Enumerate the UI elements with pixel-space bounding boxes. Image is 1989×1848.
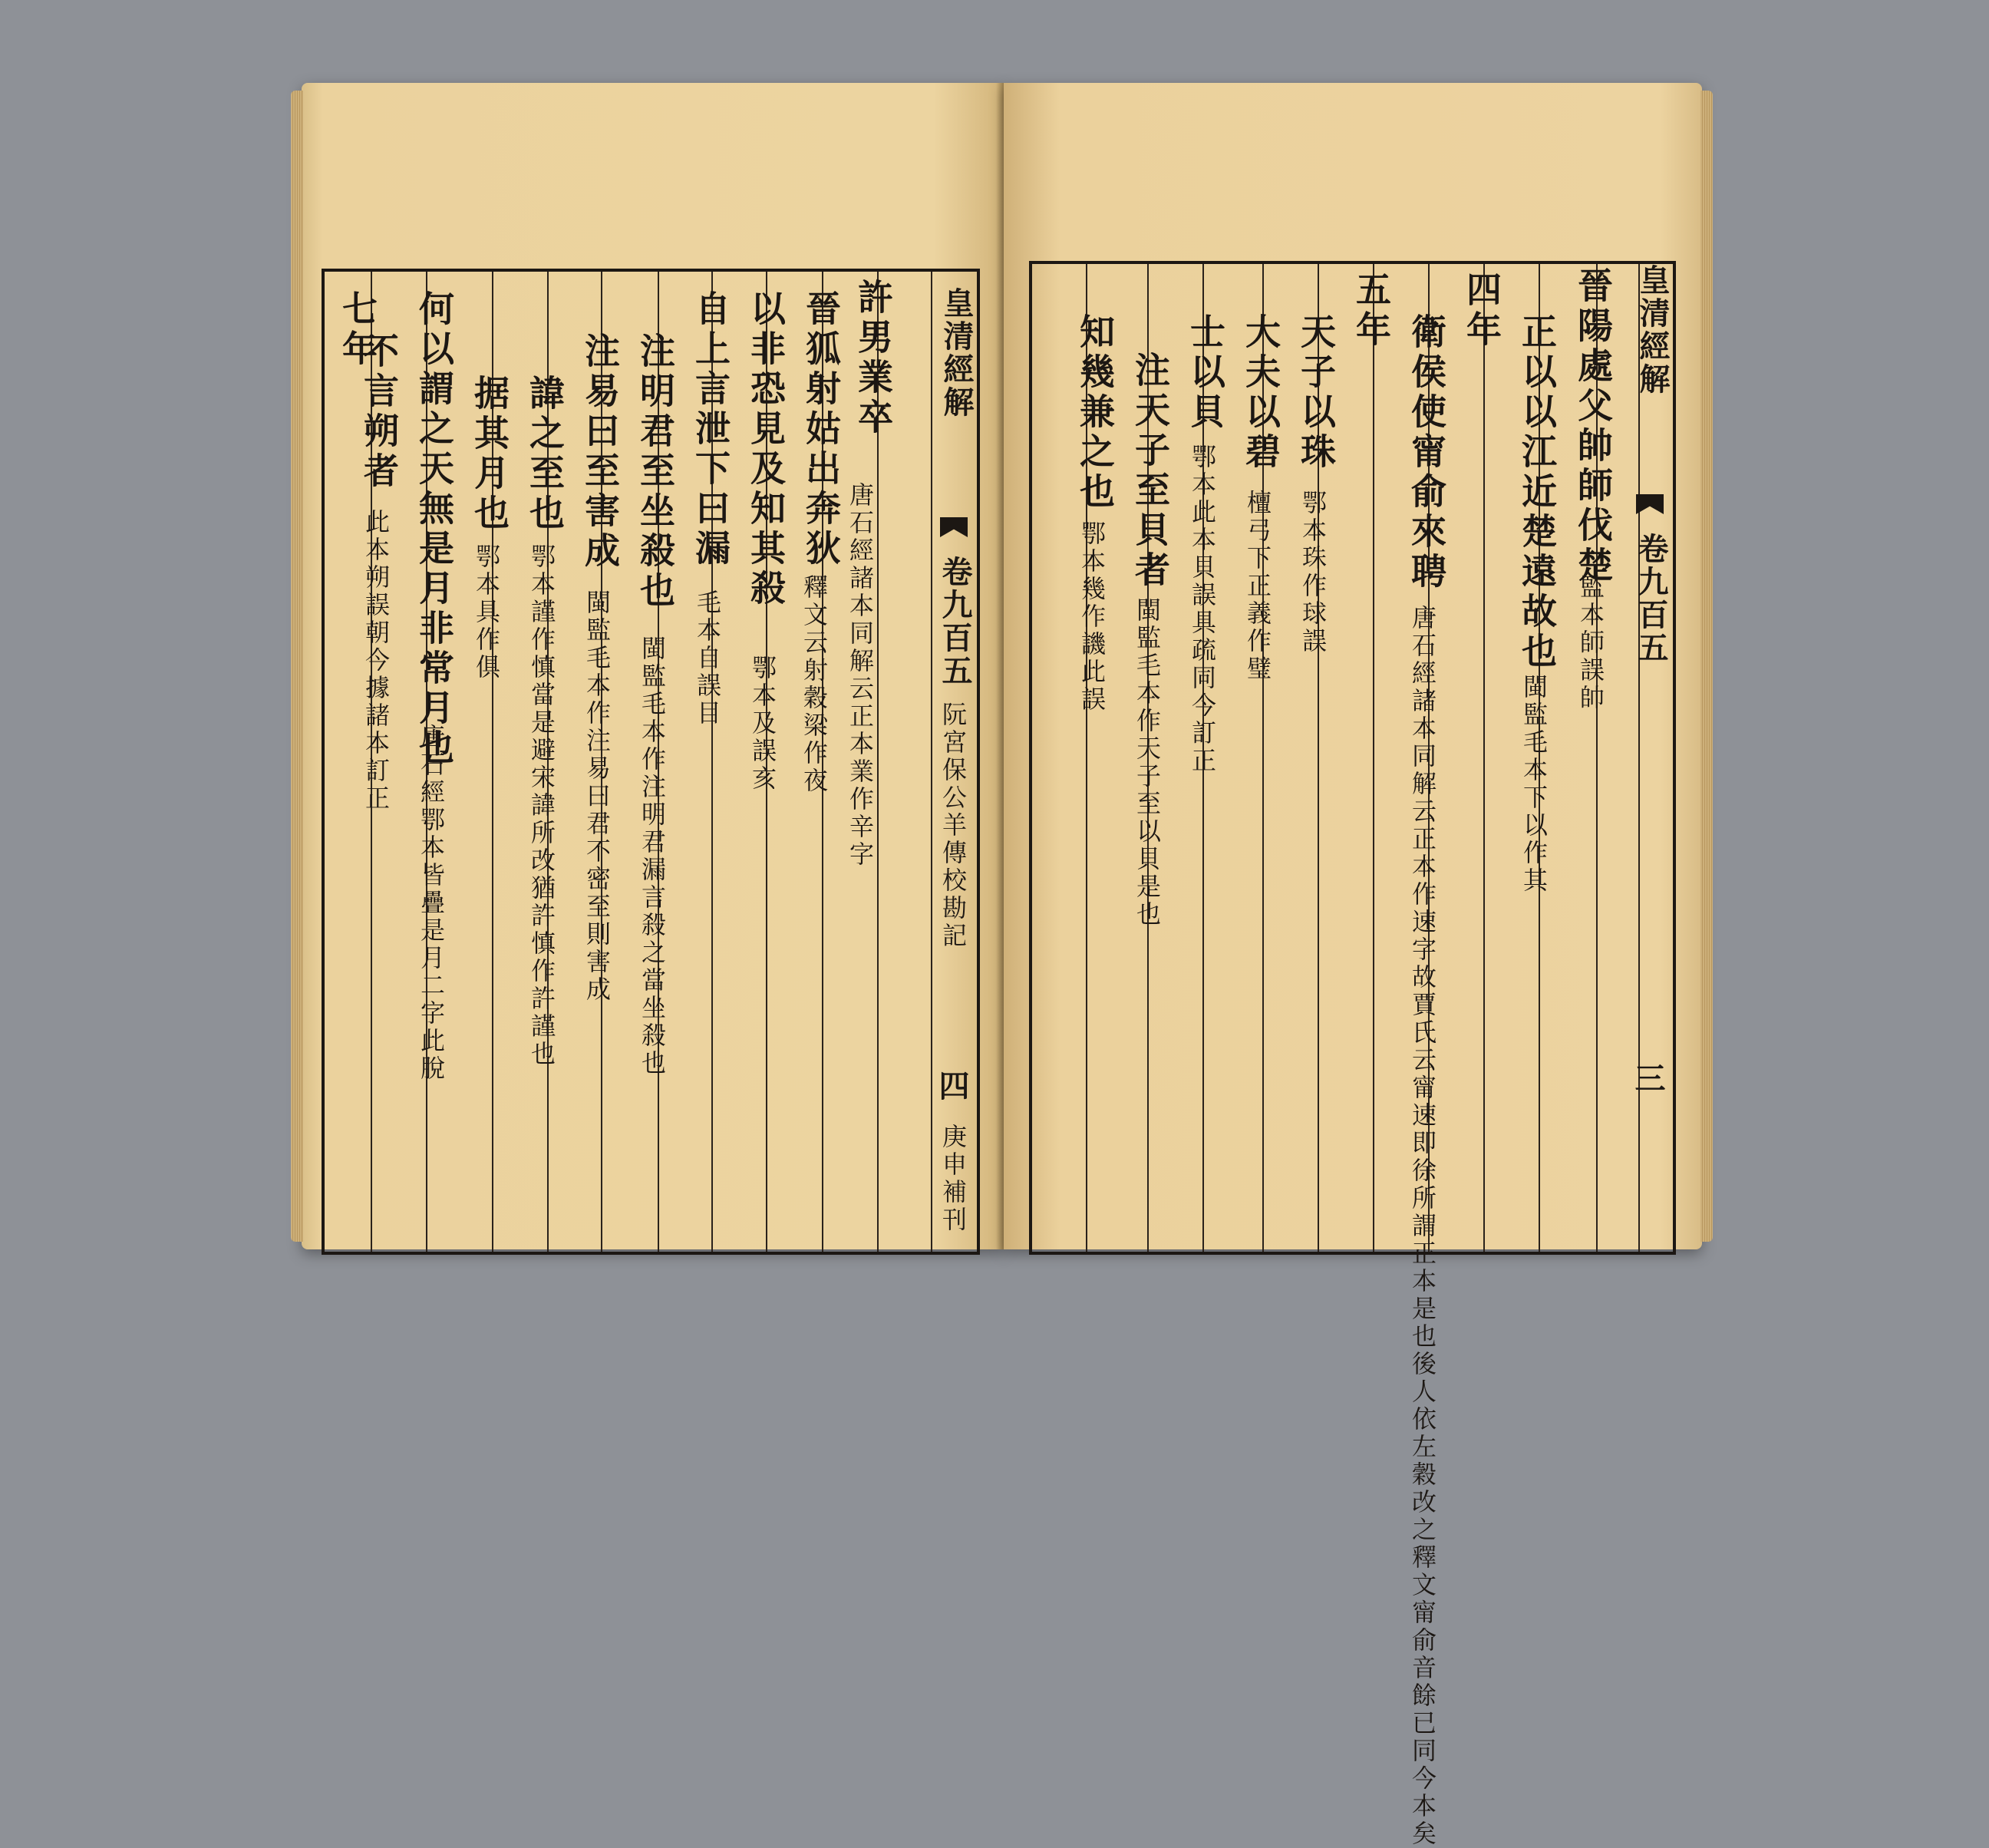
right-page	[1004, 83, 1702, 1848]
note-text: 釋文云射穀梁作夜	[800, 574, 829, 795]
note-text: 閩監毛本作注明君漏言殺之當坐殺也	[638, 635, 667, 1077]
note-text: 鄂本珠作球誤	[1298, 490, 1328, 655]
note-text: 鄂本謹作慎當是避宋諱所改猶許慎作許謹也	[527, 543, 556, 1068]
main-text: 許男業卒	[853, 279, 894, 438]
main-text: 天子以珠	[1295, 313, 1337, 473]
margin-reprint-year: 庚申補刊	[938, 1124, 968, 1234]
main-text: 衛侯使甯俞來聘	[1406, 313, 1447, 592]
note-text: 唐石經諸本同解云正本作速字故賈氏云甯速即徐所謂正本是也後人依左穀改之釋文甯俞音餘已同今本矣	[1408, 605, 1437, 1848]
note-text: 鄂本此本貝誤具疏同今訂正	[1188, 444, 1217, 775]
note-text: 此本朔誤朝今據諸本訂正	[361, 509, 391, 813]
open-book	[302, 83, 1702, 1848]
note-text: 唐石經諸本同解云正本業作辛字	[846, 482, 875, 869]
left-page-edge	[291, 91, 303, 1242]
main-text: 大夫以碧	[1240, 313, 1281, 473]
main-text: 以非恐見及知其殺	[745, 290, 787, 609]
margin-volume: 卷九百五	[937, 556, 973, 688]
margin-leaf-number: 四	[934, 1070, 970, 1103]
main-text: 五年	[1351, 271, 1392, 351]
note-text: 鄂本幾作譏此誤	[1077, 520, 1107, 714]
note-text: 鄂本及誤亥	[748, 655, 777, 793]
main-text: 七年	[337, 290, 378, 370]
right-page-edge	[1700, 91, 1713, 1242]
main-text: 諱之至也	[524, 375, 566, 534]
main-text: 据其月也	[469, 375, 510, 534]
note-text: 閩監毛本作注易曰君不密至則害成	[582, 589, 612, 1004]
note-text: 毛本自誤目	[693, 589, 722, 728]
main-text: 士以貝	[1185, 313, 1226, 433]
left-page	[302, 83, 1004, 1249]
main-text: 晉陽處父帥師伐楚	[1572, 267, 1614, 586]
margin-volume: 卷九百五	[1633, 533, 1669, 665]
note-text: 閩監毛本下以作其	[1519, 674, 1549, 895]
note-text: 監本師誤帥	[1576, 574, 1605, 712]
margin-work-title: 阮宮保公羊傳校勘記	[938, 701, 968, 950]
note-text: 閩監毛本作天子至以貝是也	[1133, 597, 1162, 929]
main-text: 四年	[1461, 271, 1502, 351]
margin-title: 皇清經解	[1634, 264, 1671, 396]
note-text: 檀弓下正義作璧	[1243, 490, 1272, 683]
margin-title: 皇清經解	[938, 287, 975, 419]
main-text: 注明君至坐殺也	[635, 332, 676, 612]
margin-leaf-number: 三	[1630, 1062, 1666, 1095]
main-text: 晉狐射姑出奔狄	[800, 290, 842, 569]
main-text: 正以以江近楚遠故也	[1516, 313, 1558, 672]
note-text: 唐石經鄂本皆疊是月二字此脫	[417, 724, 446, 1083]
main-text: 注天子至貝者	[1130, 351, 1171, 591]
note-text: 鄂本具作俱	[472, 543, 501, 681]
fish-tail-mark	[940, 517, 968, 537]
main-text: 注易曰至害成	[579, 332, 621, 572]
main-text: 何以謂之天無是月非常月也	[414, 290, 455, 769]
main-text: 自上言泄下曰漏	[690, 290, 731, 569]
main-text: 知幾兼之也	[1074, 313, 1116, 513]
fish-tail-mark	[1636, 494, 1664, 514]
main-text: 不言朔者	[358, 332, 400, 492]
